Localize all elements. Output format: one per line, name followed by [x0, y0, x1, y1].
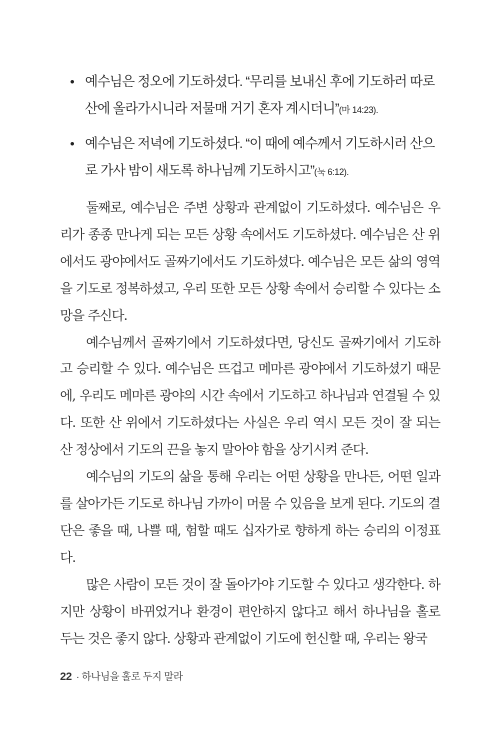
paragraph: 예수님께서 골짜기에서 기도하셨다면, 당신도 골짜기에서 기도하고 승리할 수 있다. 예수님은 뜨겁고 메마른 광야에서 기도하셨기 때문에, 우리도 메마른 광야의 시간 속에서 기도하고 하나님과 연결될 수 있다. 또한 산 위에서 기도하셨다는 사실은 우리 역시 모든 것이 잘 되는 산 정상에서 기도의 끈을 놓지 말아야 함을 상기시켜 준다.	[60, 335, 440, 459]
bullet-text: 예수님은 저녁에 기도하셨다. “이 때에 예수께서 기도하시러 산으로 가사 밤이 새도록 하나님께 기도하시고”	[85, 136, 435, 178]
scripture-reference: (마 14:23).	[338, 105, 379, 115]
body-text	[60, 196, 440, 653]
page-number: 22	[60, 671, 72, 683]
page-footer	[60, 668, 183, 683]
paragraph: 예수님의 기도의 삶을 통해 우리는 어떤 상황을 만나든, 어떤 일과를 살아가든 기도로 하나님 가까이 머물 수 있음을 보게 된다. 기도의 결단은 좋을 때, 나쁠 때, 험할 때도 십자가로 향하게 하는 승리의 이정표다.	[60, 470, 440, 566]
bullet-list	[70, 68, 440, 192]
bullet-item	[70, 130, 440, 186]
bullet-marker: •	[70, 136, 74, 151]
paragraph: 둘째로, 예수님은 주변 상황과 관계없이 기도하셨다. 예수님은 우리가 종종 만나게 되는 모든 상황 속에서도 기도하셨다. 예수님은 산 위에서도 광야에서도 골짜기에서도 기도하셨다. 예수님은 모든 삶의 영역을 기도로 정복하셨고, 우리 또한 모든 상황 속에서 승리할 수 있다는 소망을 주신다.	[60, 201, 440, 324]
paragraph: 많은 사람이 모든 것이 잘 돌아가야 기도할 수 있다고 생각한다. 하지만 상황이 바뀌었거나 환경이 편안하지 않다고 해서 하나님을 홀로 두는 것은 좋지 않다. 상황과 관계없이 기도에 헌신할 때, 우리는 왕국	[60, 577, 440, 647]
book-title: 하나님을 홀로 두지 말라	[81, 672, 183, 683]
bullet-item	[70, 68, 440, 124]
bullet-text: 예수님은 정오에 기도하셨다. “무리를 보내신 후에 기도하러 따로 산에 올라가시니라 저물매 거기 혼자 계시더니”	[85, 74, 435, 116]
bullet-marker: •	[70, 74, 74, 89]
footer-separator: ·	[76, 672, 80, 683]
scripture-reference: (눅 6:12).	[314, 167, 349, 177]
